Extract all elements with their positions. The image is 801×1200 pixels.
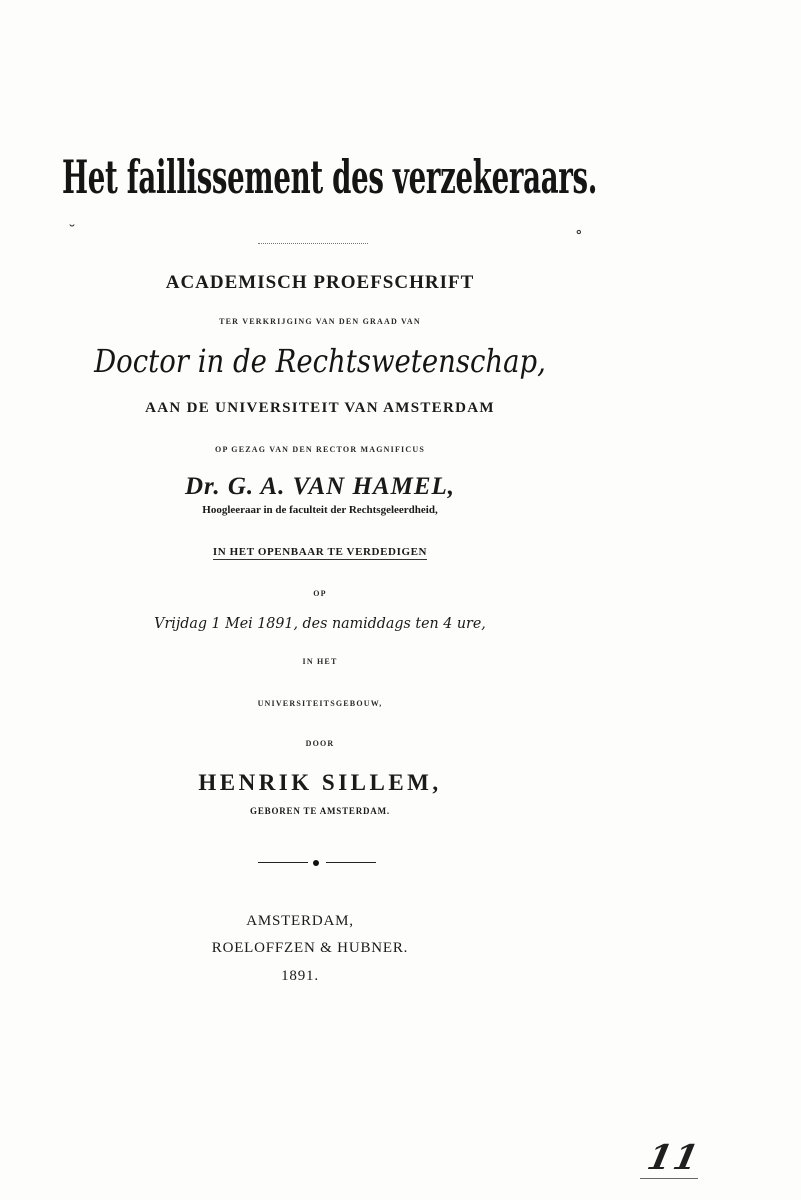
left-mark: ˘: [68, 222, 76, 241]
imprint-city: AMSTERDAM,: [246, 913, 354, 929]
ornament-line-right: [326, 862, 376, 863]
defense-date: Vrijdag 1 Mei 1891, des namiddags ten 4 ure,: [154, 614, 486, 632]
degree: Doctor in de Rechtswetenschap,: [94, 342, 546, 380]
building: UNIVERSITEITSGEBOUW,: [257, 699, 383, 708]
handwritten-shelfmark: 11: [643, 1138, 704, 1178]
degree-intro: TER VERKRIJGING VAN DEN GRAAD VAN: [219, 317, 421, 326]
author-birthplace: GEBOREN TE AMSTERDAM.: [250, 806, 390, 816]
rector-title: Hoogleeraar in de faculteit der Rechtsgeleerdheid,: [202, 504, 438, 516]
ornament-line-left: [258, 862, 308, 863]
ornament-dot: [313, 860, 319, 866]
authority-intro: OP GEZAG VAN DEN RECTOR MAGNIFICUS: [215, 445, 425, 454]
defense-text: IN HET OPENBAAR TE VERDEDIGEN: [212, 546, 428, 558]
dotted-divider: [258, 243, 368, 244]
door-label: DOOR: [305, 739, 335, 748]
imprint-publisher: ROELOFFZEN & HUBNER.: [211, 940, 409, 956]
subtitle: ACADEMISCH PROEFSCHRIFT: [165, 272, 475, 293]
shelfmark-underline: [640, 1178, 698, 1179]
university: AAN DE UNIVERSITEIT VAN AMSTERDAM: [145, 400, 495, 416]
rector-name: Dr. G. A. VAN HAMEL,: [184, 473, 456, 500]
right-mark: ∘: [575, 222, 583, 241]
author-name: HENRIK SILLEM,: [198, 770, 442, 795]
ornament-divider: [258, 860, 376, 866]
in-het-label: IN HET: [302, 657, 338, 666]
op-label: OP: [313, 589, 327, 598]
defense-line: [0, 546, 640, 558]
thesis-title: Het faillissement des verzekeraars.: [62, 150, 598, 204]
imprint-year: 1891.: [281, 968, 319, 984]
